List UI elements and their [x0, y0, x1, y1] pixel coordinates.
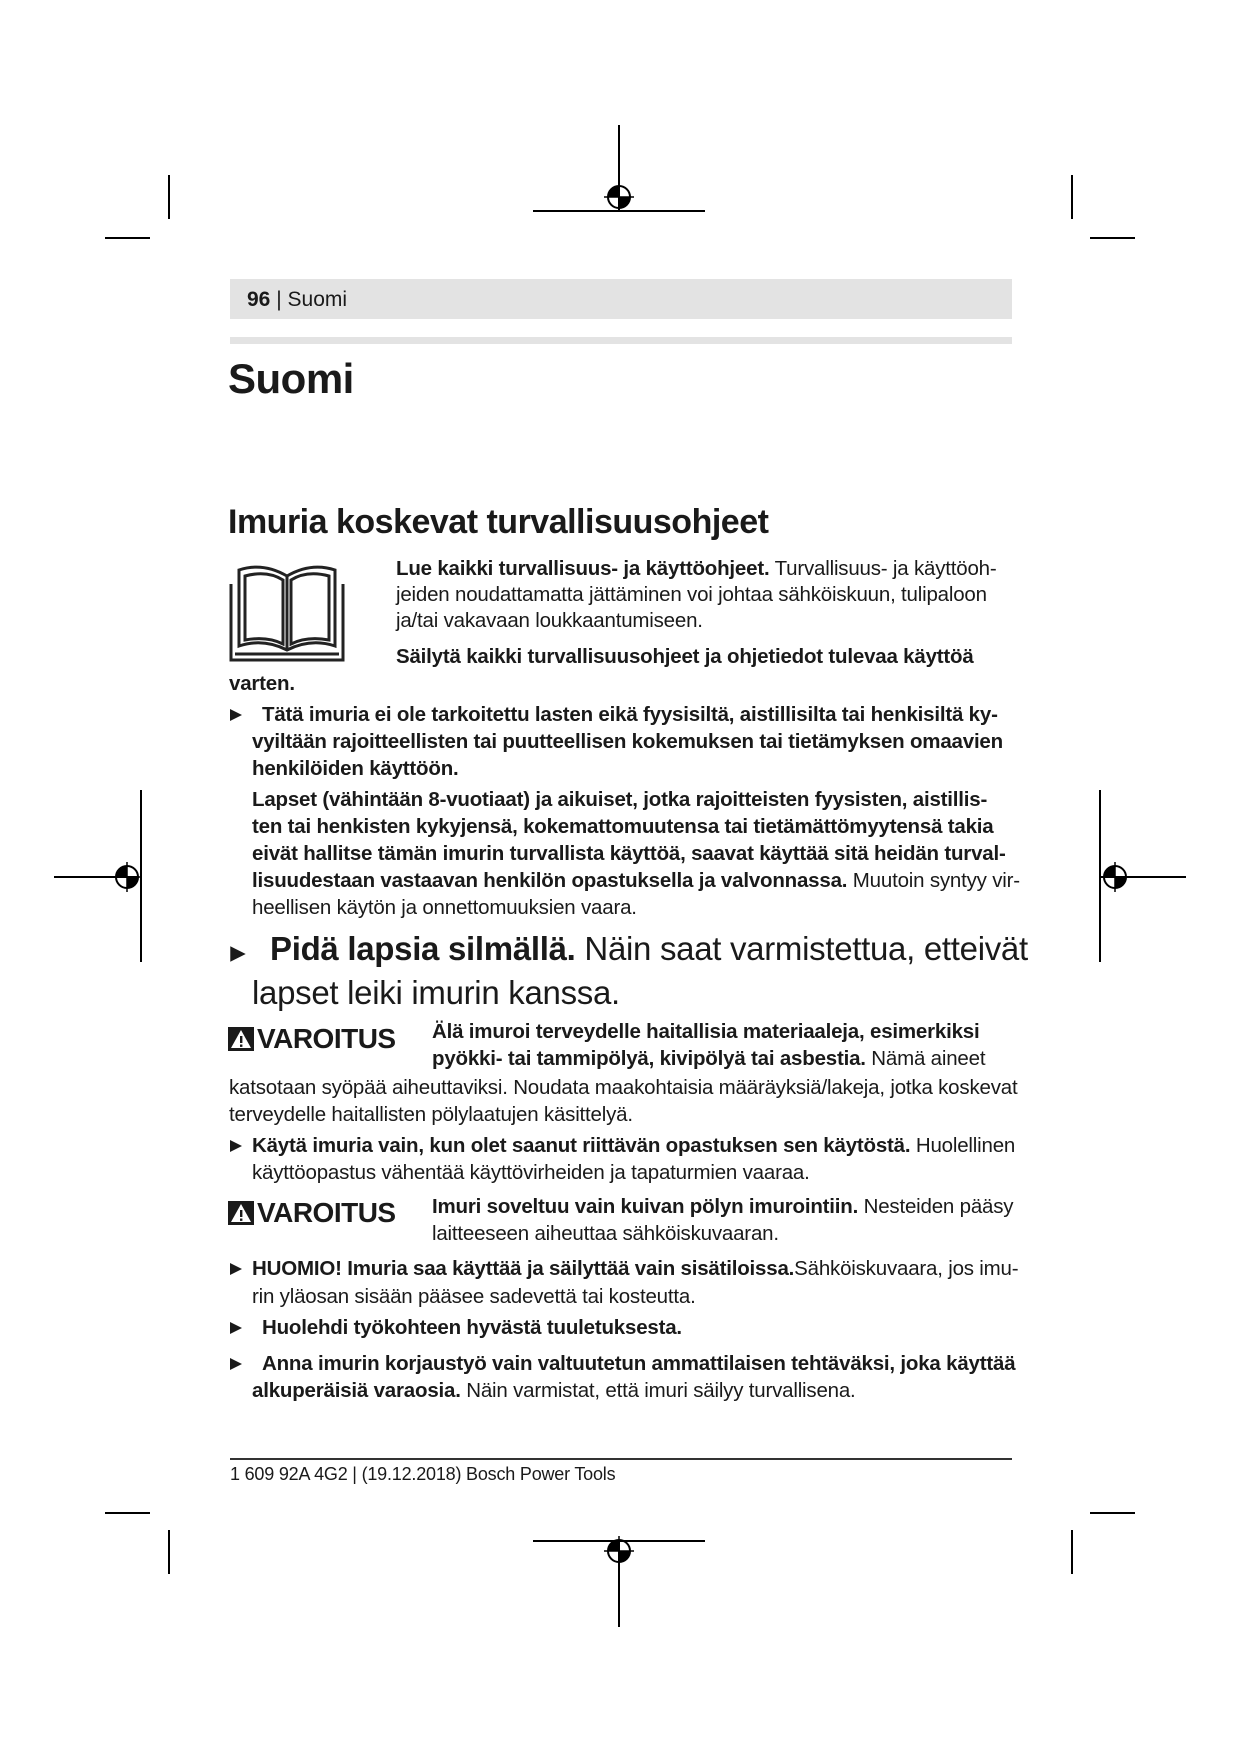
bullet-bold: vyiltään rajoitteellisten tai puutteellisen kokemuksen tai tietämyksen omaavien [252, 730, 1003, 753]
crop-mark [1090, 1512, 1135, 1514]
header-separator: | [276, 288, 282, 311]
crop-mark [1071, 175, 1073, 219]
registration-target-icon [112, 862, 142, 892]
crop-mark [105, 237, 150, 239]
header-rule [230, 337, 1012, 344]
warning-triangle-icon [228, 1027, 254, 1051]
bullet-text [252, 1378, 856, 1404]
intro-text: Turvallisuus- ja käyttöoh- [774, 557, 997, 580]
intro-paragraph [396, 556, 997, 582]
warning-bold: pyökki- tai tammipölyä, kivipölyä tai asbestia. [432, 1047, 866, 1070]
bullet-bold: ten tai henkisten kykyjensä, kokemattomuutensa tai tietämättömyytensä takia [252, 815, 994, 838]
triangle-right-icon [229, 945, 247, 963]
bullet-text [252, 868, 1020, 894]
crop-mark [168, 175, 170, 219]
page-number: 96 [247, 288, 271, 311]
bullet-text: heellisen käytön ja onnettomuuksien vaara. [252, 896, 637, 919]
warning-text: VAROITUS [257, 1023, 396, 1054]
bullet-text [252, 841, 1006, 867]
bullet-bold: HUOMIO! Imuria saa käyttää ja säilyttää vain sisätiloissa. [252, 1257, 795, 1280]
warning-label [228, 1023, 396, 1055]
crop-mark [168, 1530, 170, 1574]
bullet-bold: Pidä lapsia silmällä. [270, 930, 576, 967]
bullet-bold: lisuudestaan vastaavan henkilön opastuksella ja valvonnassa. [252, 869, 848, 892]
bullet-text: käyttöopastus vähentää käyttövirheiden ja tapaturmien vaaraa. [252, 1161, 810, 1184]
bullet-text [262, 1351, 1015, 1377]
warning-text: terveydelle haitallisten pölylaatujen käsittelyä. [229, 1103, 633, 1126]
warning-text: katsotaan syöpää aiheuttaviksi. Noudata maakohtaisia määräyksiä/lakeja, jotka koskevat [229, 1076, 1018, 1099]
bullet-text [252, 787, 987, 813]
warning-text [432, 1019, 980, 1045]
intro-text-line: jeiden noudattamatta jättäminen voi johtaa sähköiskuun, tulipaloon [396, 583, 987, 606]
bullet-text-large: lapset leiki imurin kanssa. [252, 974, 620, 1011]
warning-bold: Älä imuroi terveydelle haitallisia materiaaleja, esimerkiksi [432, 1020, 980, 1043]
bullet-text [252, 1256, 1018, 1282]
warning-text: laitteeseen aiheuttaa sähköiskuvaaran. [432, 1222, 779, 1245]
bullet-text [252, 814, 994, 840]
bullet-bold: Lapset (vähintään 8-vuotiaat) ja aikuiset, jotka rajoitteisten fyysisten, aistillis- [252, 788, 988, 811]
triangle-right-icon [229, 1357, 243, 1371]
triangle-right-icon [229, 1321, 243, 1335]
crop-mark [1090, 237, 1135, 239]
bullet-bold: henkilöiden käyttöön. [252, 757, 459, 780]
warning-text [432, 1194, 1013, 1220]
intro-bold: Lue kaikki turvallisuus- ja käyttöohjeet. [396, 557, 770, 580]
page-header [230, 279, 1012, 319]
header-section: Suomi [287, 288, 348, 311]
warning-regular: Nesteiden pääsy [863, 1195, 1014, 1218]
registration-target-icon [604, 1536, 634, 1566]
crop-mark [105, 1512, 150, 1514]
bullet-regular: Näin varmistat, että imuri säilyy turvallisena. [466, 1379, 856, 1402]
warning-bold: Imuri soveltuu vain kuivan pölyn imurointiin. [432, 1195, 859, 1218]
bullet-regular: Näin saat varmistettua, etteivät [584, 930, 1028, 967]
intro-text-line: ja/tai vakavaan loukkaantumiseen. [396, 609, 703, 632]
keep-instructions-text: Säilytä kaikki turvallisuusohjeet ja ohjetiedot tulevaa käyttöä [396, 645, 974, 668]
registration-target-icon [604, 182, 634, 212]
triangle-right-icon [229, 708, 243, 722]
bullet-regular: Huolellinen [915, 1134, 1016, 1157]
triangle-right-icon [229, 1262, 243, 1276]
page-title: Suomi [228, 355, 354, 402]
keep-instructions-end [229, 671, 295, 697]
bullet-bold: Anna imurin korjaustyö vain valtuutetun ammattilaisen tehtäväksi, joka käyttää [262, 1352, 1016, 1375]
footer-text: 1 609 92A 4G2 | (19.12.2018) Bosch Power Tools [230, 1464, 616, 1484]
keep-instructions-text: varten. [229, 672, 295, 695]
bullet-text [252, 729, 1003, 755]
warning-label [228, 1197, 396, 1229]
bullet-text-large [270, 929, 1028, 969]
bullet-text [252, 1133, 1015, 1159]
bullet-text: rin yläosan sisään pääsee sadevettä tai kosteutta. [252, 1285, 696, 1308]
triangle-right-icon [229, 1139, 243, 1153]
book-icon [229, 562, 345, 662]
bullet-bold: Käytä imuria vain, kun olet saanut riittävän opastuksen sen käytöstä. [252, 1134, 911, 1157]
bullet-text [252, 756, 459, 782]
keep-instructions [396, 644, 974, 670]
bullet-regular: Muutoin syntyy vir- [852, 869, 1020, 892]
warning-text: VAROITUS [257, 1197, 396, 1228]
bullet-text [262, 702, 998, 728]
crop-mark [1071, 1530, 1073, 1574]
bullet-bold: Huolehdi työkohteen hyvästä tuuletuksesta. [262, 1316, 682, 1339]
registration-target-icon [1100, 862, 1130, 892]
bullet-bold: eivät hallitse tämän imurin turvallista käyttöä, saavat käyttää sitä heidän turval- [252, 842, 1006, 865]
footer-rule [230, 1458, 1012, 1460]
warning-regular: Nämä aineet [871, 1047, 986, 1070]
bullet-bold: Tätä imuria ei ole tarkoitettu lasten eikä fyysisiltä, aistillisilta tai henkisiltä ky- [262, 703, 998, 726]
bullet-regular: Sähköiskuvaara, jos imu- [794, 1257, 1019, 1280]
warning-text [432, 1046, 985, 1072]
section-heading: Imuria koskevat turvallisuusohjeet [228, 503, 769, 541]
bullet-bold: alkuperäisiä varaosia. [252, 1379, 461, 1402]
bullet-text [262, 1315, 682, 1341]
warning-triangle-icon [228, 1201, 254, 1225]
